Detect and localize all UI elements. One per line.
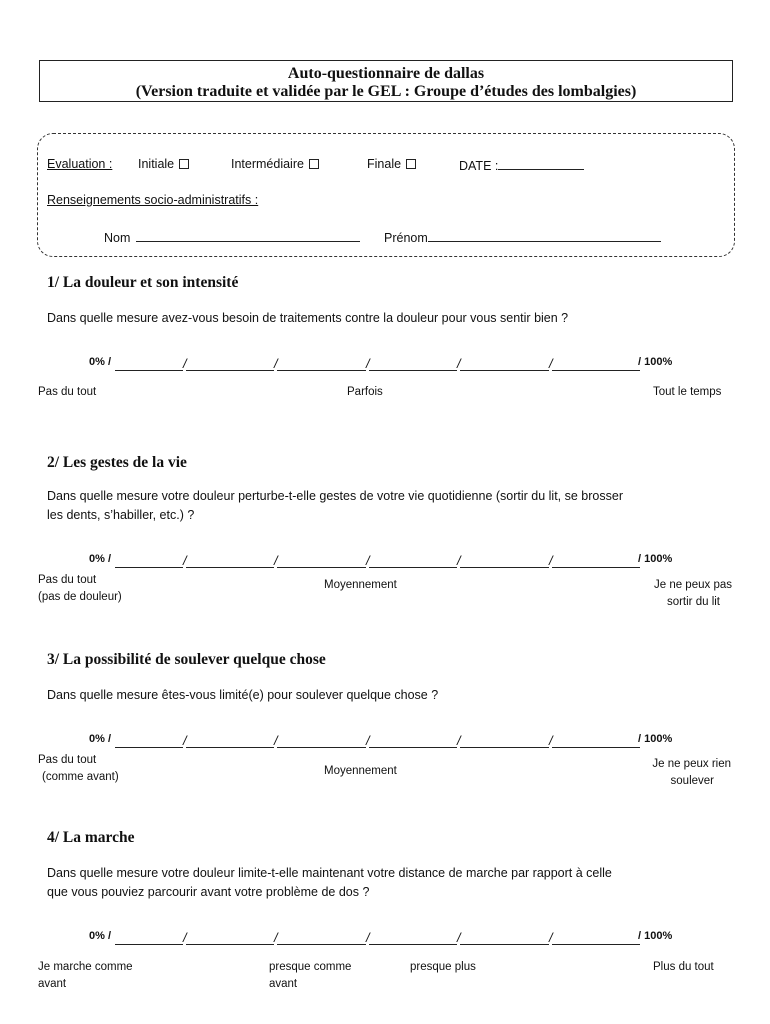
section-4-label-2b: avant (269, 978, 298, 990)
title-line-1: Auto-questionnaire de dallas (287, 65, 485, 82)
date-line[interactable] (498, 157, 584, 170)
title-line-2: (Version traduite et validée par le GEL : Groupe d’études des lombalgies) (135, 83, 637, 100)
scale-segment[interactable] (277, 556, 366, 568)
initiale-label: Initiale (138, 157, 175, 171)
scale-segment[interactable] (552, 359, 640, 371)
date-field[interactable] (459, 157, 584, 173)
socio-label: Renseignements socio-administratifs : (47, 193, 259, 207)
scale-end-label: / 100% (638, 930, 673, 942)
scale-segment[interactable] (277, 359, 366, 371)
section-1-label-right: Tout le temps (653, 386, 722, 398)
scale-tick: / (549, 733, 553, 748)
option-intermediaire[interactable] (231, 157, 319, 171)
scale-start-label: 0% / (89, 356, 112, 368)
scale-tick: / (457, 733, 461, 748)
scale-segment[interactable] (186, 933, 274, 945)
finale-checkbox[interactable] (406, 159, 416, 169)
scale-tick: / (183, 930, 187, 945)
scale-segment[interactable] (115, 556, 183, 568)
section-2-label-left-1: Pas du tout (38, 574, 97, 586)
scale-segment[interactable] (115, 359, 183, 371)
section-4-question-line-2: que vous pouviez parcourir avant votre problème de dos ? (47, 885, 370, 899)
intermediaire-checkbox[interactable] (309, 159, 319, 169)
section-1-label-left: Pas du tout (38, 386, 97, 398)
section-3-label-left-2: (comme avant) (42, 771, 119, 783)
scale-tick: / (549, 930, 553, 945)
section-2-label-right-1: Je ne peux pas (653, 579, 732, 591)
initiale-checkbox[interactable] (179, 159, 189, 169)
scale-segment[interactable] (369, 736, 457, 748)
section-4-heading: 4/ La marche (47, 829, 135, 846)
scale-end-label: / 100% (638, 733, 673, 745)
scale-end-label: / 100% (638, 356, 673, 368)
section-1-scale[interactable] (0, 356, 770, 373)
section-3-label-right-1: Je ne peux rien (652, 758, 731, 770)
section-2-question-line-2: les dents, s’habiller, etc.) ? (47, 508, 195, 522)
scale-segment[interactable] (460, 736, 549, 748)
section-2-heading: 2/ Les gestes de la vie (47, 454, 187, 471)
scale-segment[interactable] (186, 359, 274, 371)
finale-label: Finale (367, 157, 402, 171)
scale-segment[interactable] (369, 359, 457, 371)
section-1-label-mid: Parfois (347, 386, 383, 398)
scale-tick: / (183, 733, 187, 748)
section-4-label-3: presque plus (410, 961, 476, 973)
scale-segment[interactable] (552, 736, 640, 748)
scale-tick: / (457, 930, 461, 945)
scale-tick: / (366, 553, 370, 568)
nom-label: Nom (104, 231, 131, 245)
prenom-field[interactable] (384, 229, 661, 245)
scale-segment[interactable] (186, 556, 274, 568)
section-3-scale[interactable] (0, 733, 770, 750)
scale-tick: / (274, 930, 278, 945)
option-finale[interactable] (367, 157, 416, 171)
scale-tick: / (274, 356, 278, 371)
scale-tick: / (183, 356, 187, 371)
scale-segment[interactable] (115, 736, 183, 748)
scale-tick: / (457, 356, 461, 371)
intermediaire-label: Intermédiaire (231, 157, 304, 171)
scale-segment[interactable] (552, 933, 640, 945)
section-4-scale[interactable] (0, 930, 770, 947)
section-1-heading: 1/ La douleur et son intensité (47, 274, 239, 291)
scale-segment[interactable] (277, 736, 366, 748)
scale-tick: / (274, 553, 278, 568)
scale-segment[interactable] (369, 933, 457, 945)
section-2-scale[interactable] (0, 553, 770, 570)
scale-tick: / (549, 553, 553, 568)
scale-segment[interactable] (115, 933, 183, 945)
prenom-label: Prénom (384, 231, 428, 245)
scale-tick: / (457, 553, 461, 568)
prenom-line[interactable] (428, 229, 661, 242)
document-title (39, 60, 733, 102)
scale-start-label: 0% / (89, 733, 112, 745)
scale-segment[interactable] (460, 359, 549, 371)
section-1-question: Dans quelle mesure avez-vous besoin de traitements contre la douleur pour vous sentir bien ? (47, 311, 569, 325)
section-3-label-left-1: Pas du tout (38, 754, 97, 766)
section-2-label-right-2: sortir du lit (666, 596, 720, 608)
scale-end-label: / 100% (638, 553, 673, 565)
scale-segment[interactable] (369, 556, 457, 568)
scale-segment[interactable] (460, 933, 549, 945)
date-label: DATE : (459, 159, 499, 173)
nom-line[interactable] (136, 229, 360, 242)
scale-segment[interactable] (277, 933, 366, 945)
scale-tick: / (183, 553, 187, 568)
scale-tick: / (366, 356, 370, 371)
evaluation-row (47, 157, 112, 171)
scale-segment[interactable] (460, 556, 549, 568)
scale-segment[interactable] (552, 556, 640, 568)
scale-segment[interactable] (186, 736, 274, 748)
scale-start-label: 0% / (89, 553, 112, 565)
section-2-label-mid: Moyennement (324, 579, 397, 591)
evaluation-label: Evaluation : (47, 157, 113, 171)
section-4-label-1b: avant (38, 978, 67, 990)
section-4-question-line-1: Dans quelle mesure votre douleur limite-t-elle maintenant votre distance de marche par rapport à celle (47, 866, 612, 880)
section-4-label-1a: Je marche comme (38, 961, 133, 973)
nom-field[interactable] (104, 229, 360, 245)
option-initiale[interactable] (138, 157, 189, 171)
section-4-label-4: Plus du tout (653, 961, 714, 973)
scale-tick: / (274, 733, 278, 748)
scale-start-label: 0% / (89, 930, 112, 942)
scale-tick: / (549, 356, 553, 371)
section-3-label-mid: Moyennement (324, 765, 397, 777)
section-3-question: Dans quelle mesure êtes-vous limité(e) pour soulever quelque chose ? (47, 688, 439, 702)
section-3-heading: 3/ La possibilité de soulever quelque chose (47, 651, 326, 668)
section-2-label-left-2: (pas de douleur) (38, 591, 122, 603)
section-2-question-line-1: Dans quelle mesure votre douleur perturbe-t-elle gestes de votre vie quotidienne (sortir du lit, se brosser (47, 489, 623, 503)
scale-tick: / (366, 930, 370, 945)
section-4-label-2a: presque comme (269, 961, 352, 973)
section-3-label-right-2: soulever (670, 775, 714, 787)
scale-tick: / (366, 733, 370, 748)
